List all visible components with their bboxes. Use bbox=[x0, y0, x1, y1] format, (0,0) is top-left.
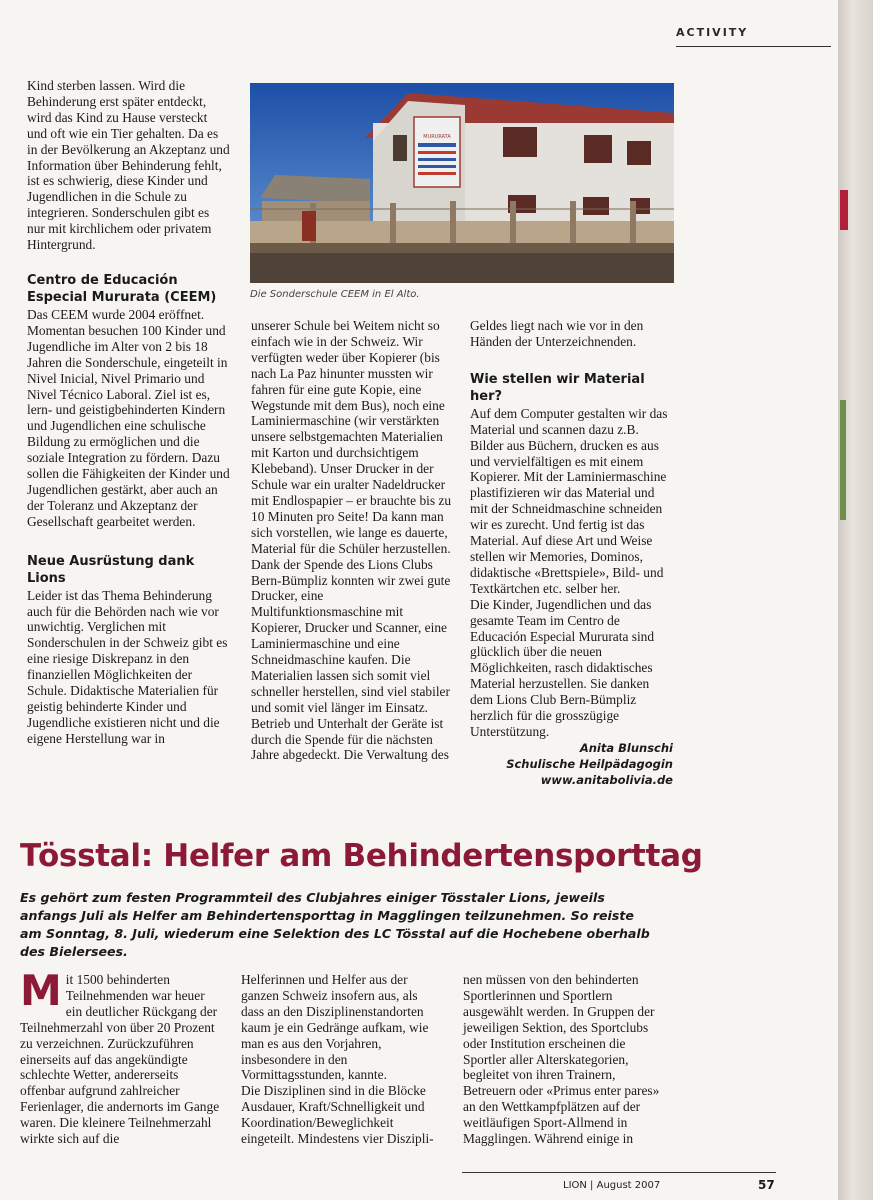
section-label: ACTIVITY bbox=[676, 26, 749, 39]
article2-column-1 bbox=[20, 966, 220, 1147]
article1-subheading-equipment: Neue Ausrüstung dank Lions bbox=[27, 553, 195, 586]
article2-col3-paragraph: nen müssen von den behinderten Sportlerinnen und Sportlern ausgewählt werden. In Gruppen der jeweiligen Sektion, des Sportclubs oder Institution erscheinen die Sportler aller Alterskategorien, begleitet von ihren Trainern, Betreuern oder «Primus enter pares» an den Wettkampfplätzen auf der weitläufigen Sport-Allmend in Magglingen. Während einige in bbox=[463, 972, 660, 1147]
article1-column-2 bbox=[251, 318, 454, 763]
drop-cap: M bbox=[20, 966, 62, 1015]
author-role: Schulische Heilpädagogin bbox=[506, 756, 673, 771]
school-building-photo bbox=[250, 83, 674, 283]
author-name: Anita Blunschi bbox=[579, 740, 673, 755]
article1-col3-paragraph-2: Auf dem Computer gestalten wir das Material und scannen dazu z.B. Bilder aus Büchern, drucken es aus und vervielfältigen es mit einem Kopierer. Mit der Laminiermaschine plastifizieren wir das Material und mit der Schneidmaschine schneiden wir es zurecht. Und fertig ist das Material. Auf diese Art und Weise stellen wir Memories, Dominos, didaktische «Brettspiele», Bild- und Textkärtchen etc. selber her. bbox=[470, 405, 668, 596]
section-rule bbox=[676, 46, 831, 47]
article2-lead: Es gehört zum festen Programmteil des Clubjahres einiger Tösstaler Lions, jeweils anfangs Juli als Helfer am Behindertensporttag in Magglingen teilzunehmen. So reiste am Sonntag, 8. Juli, wiederum eine Selektion des LC Tösstal auf die Hochebene oberhalb des Bielersees. bbox=[20, 890, 650, 959]
footer-rule bbox=[462, 1172, 776, 1173]
article1-equipment-paragraph: Leider ist das Thema Behinderung auch für die Behörden nach wie vor unwichtig. Verglichen mit Sonderschulen in der Schweiz gibt es eine riesige Diskrepanz in den finanziellen Möglichkeiten der Schule. Didaktische Materialien für geistig behinderte Kinder und Jugendliche existieren nicht und die eigene Herstellung war in bbox=[27, 587, 228, 746]
article1-col3-paragraph-3: Die Kinder, Jugendlichen und das gesamte Team im Centro de Educación Especial Mururata sind glücklich über die neuen Möglichkeiten, rasch didaktisches Material herzustellen. Sie danken dem Lions Club Bern-Bümpliz herzlich für die grosszügige Unterstützung. bbox=[470, 596, 655, 739]
sign-text: MURURATA bbox=[423, 134, 451, 140]
next-page-edge bbox=[838, 0, 873, 1200]
article2-column-3 bbox=[463, 972, 667, 1147]
article2-column-2 bbox=[241, 972, 443, 1147]
article1-column-3 bbox=[470, 318, 673, 788]
photo-caption: Die Sonderschule CEEM in El Alto. bbox=[250, 289, 420, 300]
article2-col2-paragraph-2: Die Disziplinen sind in die Blöcke Ausdauer, Kraft/Schnelligkeit und Koordination/Beweglichkeit eingeteilt. Mindestens vier Diszipli- bbox=[241, 1083, 434, 1147]
footer-publication: LION | August 2007 bbox=[563, 1180, 661, 1191]
article1-col2-paragraph-1: unserer Schule bei Weitem nicht so einfach wie in der Schweiz. Wir verfügten weder über Kopierer (bis nach La Paz hinunter mussten wir fahren für eine gute Kopie, eine Wegstunde mit dem Bus), noch eine Laminiermaschine (wir verstärkten unsere selbstgemachten Materialien mit Karton und durchsichtigem Klebeband). Unser Drucker in der Schule war ein uralter Nadeldrucker mit Endlospapier – er brauchte bis zu 10 Minuten pro Seite! Da kann man sich vorstellen, wie lange es dauerte, Material für die Schüler herzustellen. bbox=[251, 318, 452, 556]
article1-intro-paragraph: Kind sterben lassen. Wird die Behinderung erst später entdeckt, wird das Kind zu Hause versteckt und oft wie ein Tier gehalten. Da es in der Bevölkerung an Akzeptanz und Information über Behinderung fehlt, ist es schwierig, diese Kinder und Jugendlichen in die Schule zu integrieren. Sonderschulen gibt es nur mit kirchlichem oder privatem Hintergrund. bbox=[27, 78, 230, 253]
author-signature bbox=[470, 740, 673, 788]
color-tab-red bbox=[840, 190, 848, 230]
article2-headline: Tösstal: Helfer am Behindertensporttag bbox=[20, 838, 703, 874]
article1-ceem-paragraph: Das CEEM wurde 2004 eröffnet. Momentan besuchen 100 Kinder und Jugendliche im Alter von 2 bis 18 Jahren die Sonderschule, eingeteilt in Nivel Inicial, Nivel Primario und Nivel Técnico Laboral. Ziel ist es, lern- und geistigbehinderten Kindern und Jugendlichen eine schulische Bildung zu ermöglichen und die soziale Integration zu fördern. Dazu sollen die Fähigkeiten der Kinder und Jugendlichen gestärkt, aber auch an der Toleranz und Akzeptanz der Gesellschaft gearbeitet werden. bbox=[27, 306, 230, 529]
color-tab-green bbox=[840, 400, 846, 520]
article2-col2-paragraph-1: Helferinnen und Helfer aus der ganzen Schweiz insofern aus, als dass an den Disziplinenstandorten kaum je ein Gedränge aufkam, wie man es aus den Vorjahren, insbesondere in den Vormittagsstunden, kannte. bbox=[241, 972, 429, 1083]
article1-column-1 bbox=[27, 78, 230, 747]
article2-col1-text: it 1500 behinderten Teilnehmenden war heuer ein deutlicher Rückgang der Teilnehmerzahl von über 20 Prozent zu verzeichnen. Zurückzuführen einerseits auf das angekündigte schlechte Wetter, andererseits offenbar aufgrund zahlreicher Ferienlager, die andernorts im Gange waren. Die kleinere Teilnehmerzahl wirkte sich auf die bbox=[20, 972, 220, 1147]
article1-col3-paragraph-1: Geldes liegt nach wie vor in den Händen der Unterzeichnenden. bbox=[470, 318, 644, 349]
page-number: 57 bbox=[758, 1178, 775, 1192]
article1-subheading-ceem: Centro de Educación Especial Mururata (CEEM) bbox=[27, 272, 217, 305]
article2-col1-paragraph bbox=[20, 966, 220, 1147]
article1-subheading-material: Wie stellen wir Material her? bbox=[470, 371, 645, 404]
author-website: www.anitabolivia.de bbox=[540, 772, 673, 787]
article1-col2-paragraph-2: Dank der Spende des Lions Clubs Bern-Bümpliz konnten wir zwei gute Drucker, eine Multifunktionsmaschine mit Kopierer, Drucker und Scanner, eine Laminiermaschine und eine Schneidmaschine kaufen. Die Materialien lassen sich somit viel schneller herstellen, sind viel stabiler und somit viel länger im Einsatz. Betrieb und Unterhalt der Geräte ist durch die Spende für die nächsten Jahre abgedeckt. Die Verwaltung des bbox=[251, 556, 451, 763]
